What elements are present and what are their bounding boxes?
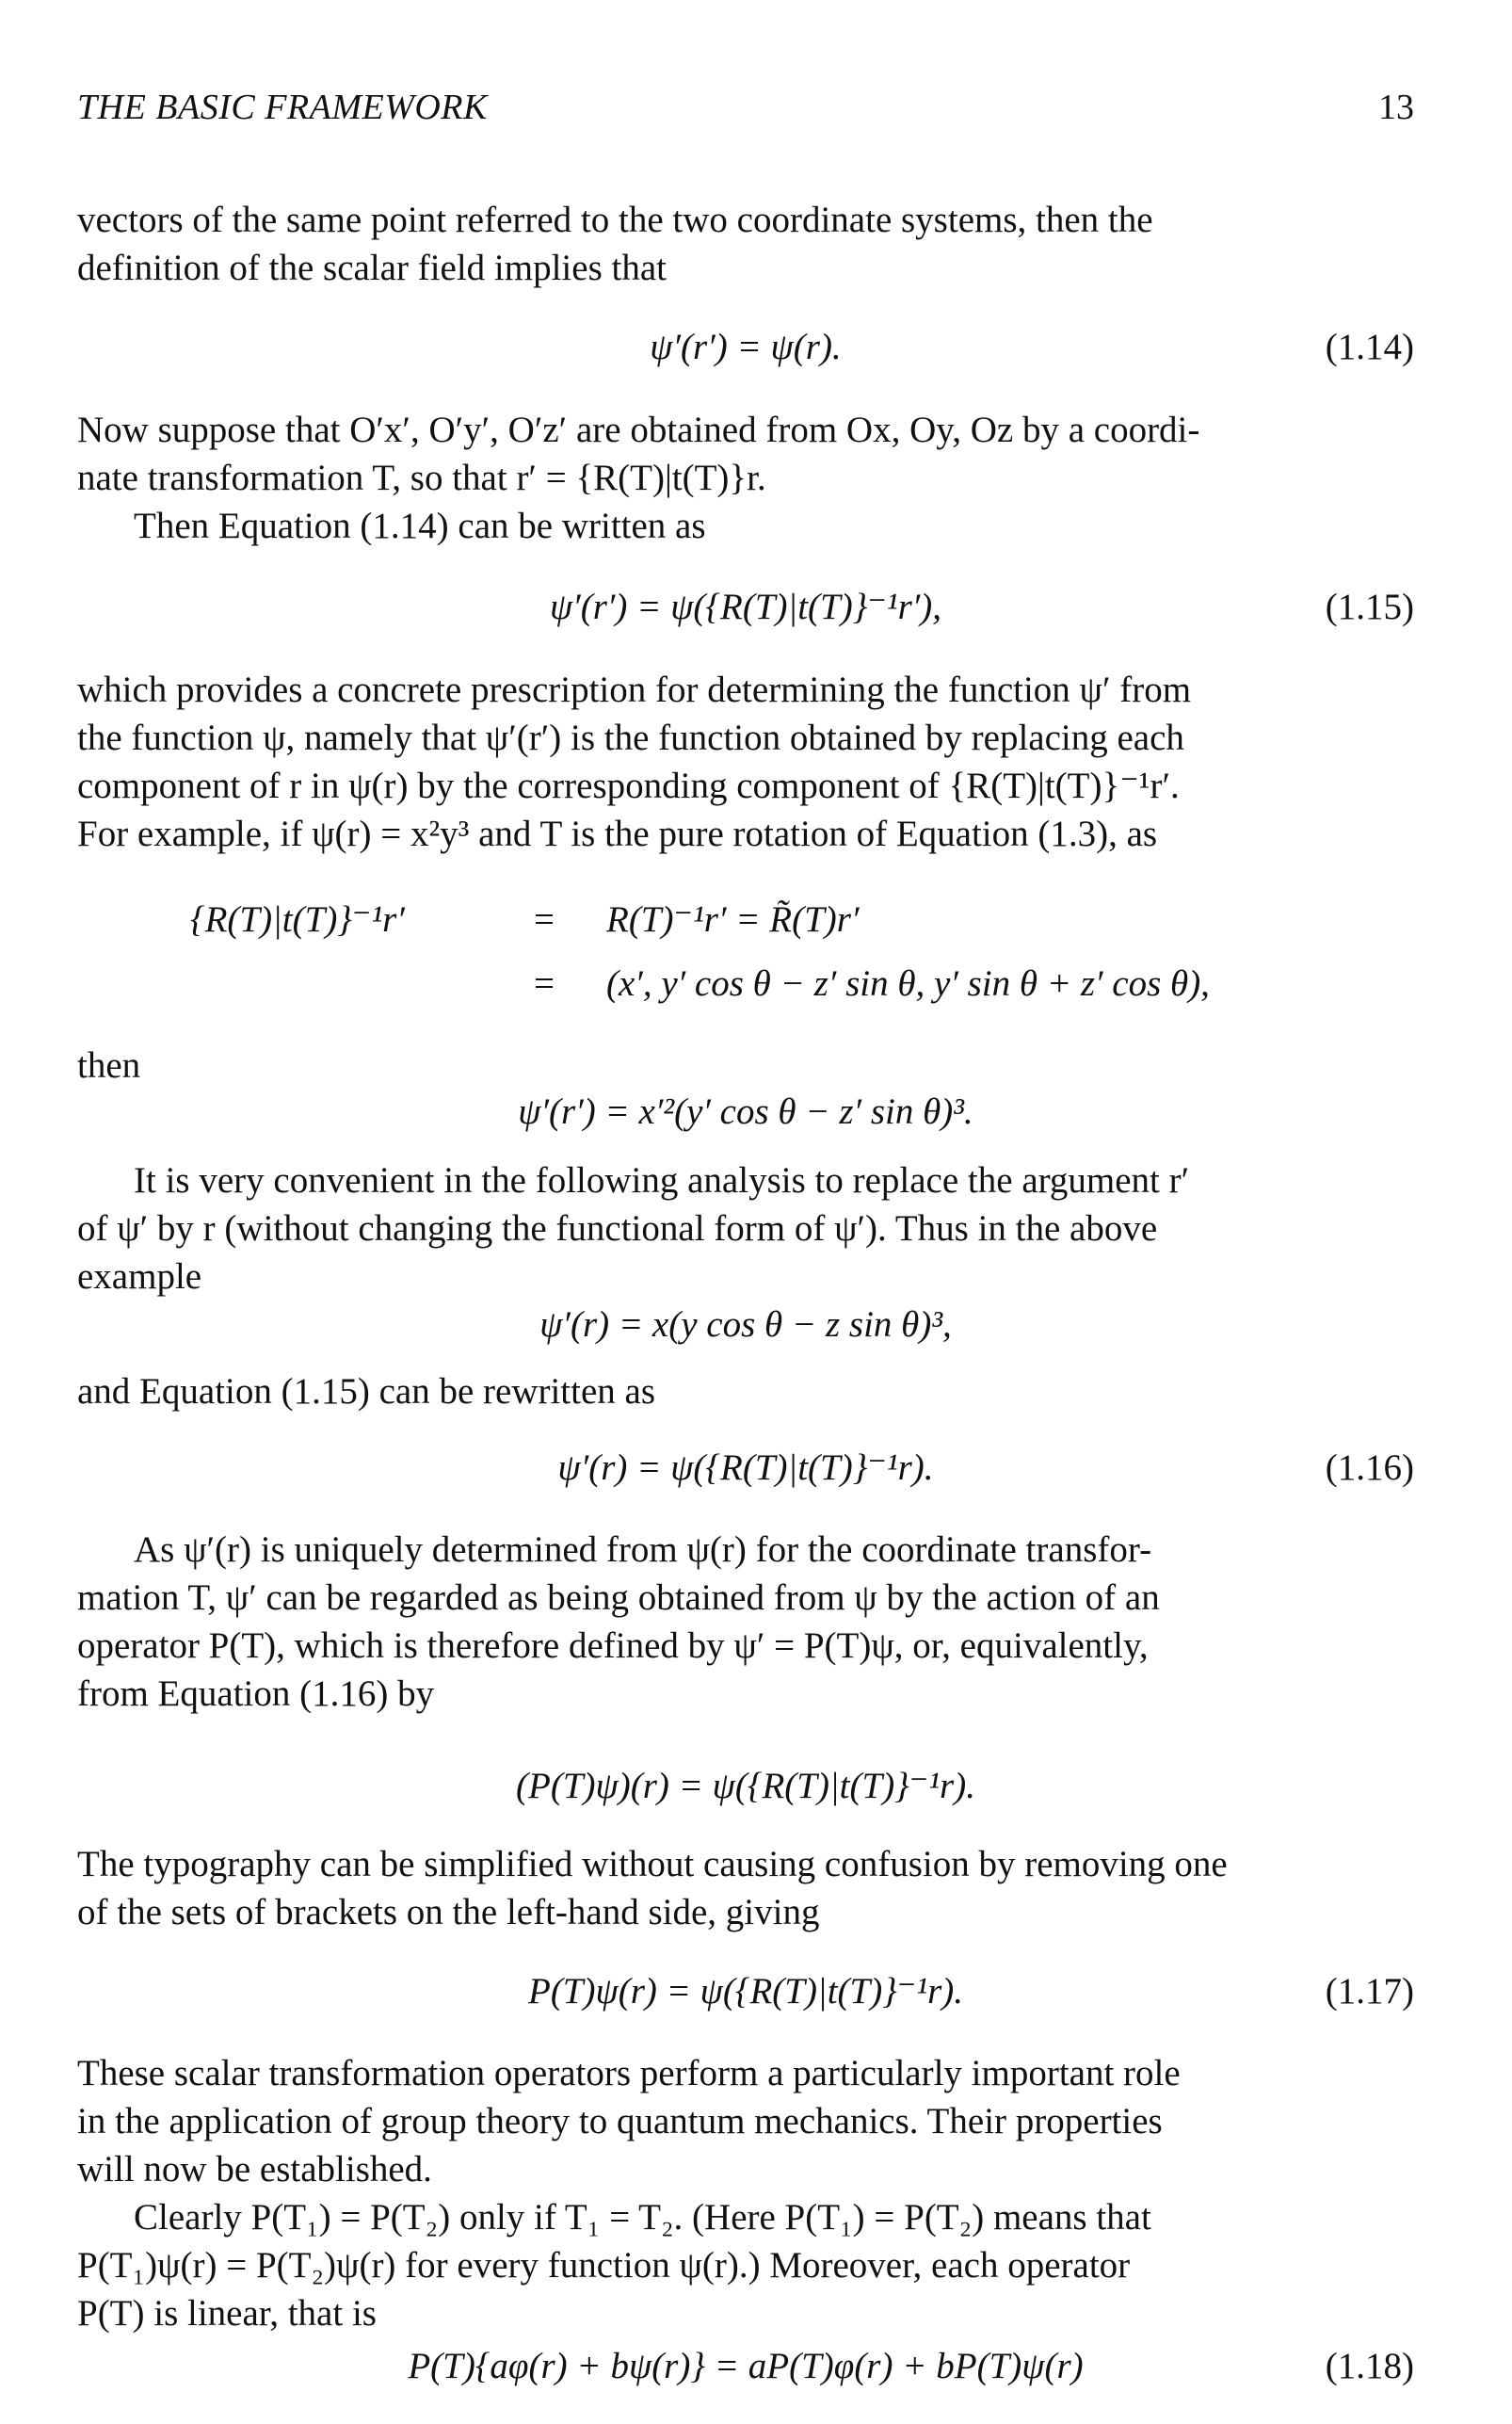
aligned-equals: =	[534, 963, 555, 1004]
equation-1-14	[77, 326, 1414, 375]
equation-example	[77, 1091, 1414, 1139]
text-line: definition of the scalar field implies that	[77, 248, 667, 288]
equation-number: (1.14)	[1325, 327, 1414, 367]
equation-example-r	[77, 1303, 1414, 1352]
equation-expression: P(T)ψ(r) = ψ({R(T)|t(T)}⁻¹r).	[528, 1971, 963, 2012]
aligned-rhs-2: (x′, y′ cos θ − z′ sin θ, y′ sin θ + z′ cos θ),	[606, 963, 1210, 1004]
text-line: Now suppose that O′x′, O′y′, O′z′ are obtained from Ox, Oy, Oz by a coordi-	[77, 410, 1200, 450]
equation-number: (1.16)	[1325, 1447, 1414, 1488]
text-line: mation T, ψ′ can be regarded as being obtained from ψ by the action of an	[77, 1577, 1160, 1618]
equation-number: (1.15)	[1325, 587, 1414, 627]
text-line: example	[77, 1256, 202, 1297]
text-line: P(T) is linear, that is	[77, 2293, 377, 2334]
equation-expression: ψ′(r) = ψ({R(T)|t(T)}⁻¹r).	[557, 1447, 934, 1488]
paragraph-4	[77, 666, 1414, 858]
equation-1-17	[77, 1970, 1414, 2019]
equation-expression: ψ′(r′) = x′²(y′ cos θ − z′ sin θ)³.	[518, 1091, 973, 1132]
equation-1-18	[77, 2345, 1414, 2394]
equation-1-16	[77, 1446, 1414, 1495]
paragraph-1	[77, 196, 1414, 292]
text-line: of the sets of brackets on the left-hand side, giving	[77, 1892, 820, 1932]
page-number: 13	[1378, 88, 1414, 127]
running-title: THE BASIC FRAMEWORK	[77, 88, 488, 127]
equation-expression: ψ′(r′) = ψ(r).	[650, 327, 842, 367]
equation-expression: (P(T)ψ)(r) = ψ({R(T)|t(T)}⁻¹r).	[516, 1766, 975, 1806]
text-line: then	[77, 1045, 141, 1086]
text-line: Clearly P(T₁) = P(T₂) only if T₁ = T₂. (Here P(T₁) = P(T₂) means that	[134, 2197, 1151, 2238]
equation-operator-def	[77, 1765, 1414, 1814]
text-line: P(T₁)ψ(r) = P(T₂)ψ(r) for every function ψ(r).) Moreover, each operator	[77, 2245, 1131, 2286]
equation-1-15	[77, 586, 1414, 635]
paragraph-5	[77, 1042, 1414, 1090]
text-line: vectors of the same point referred to the two coordinate systems, then the	[77, 200, 1153, 240]
equation-expression: ψ′(r′) = ψ({R(T)|t(T)}⁻¹r′),	[549, 587, 942, 627]
text-line: in the application of group theory to quantum mechanics. Their properties	[77, 2101, 1163, 2141]
text-line: It is very convenient in the following analysis to replace the argument r′	[134, 1160, 1190, 1201]
equation-number: (1.17)	[1325, 1971, 1414, 2012]
text-line: which provides a concrete prescription for determining the function ψ′ from	[77, 670, 1192, 710]
paragraph-8	[77, 1526, 1414, 1718]
text-line: For example, if ψ(r) = x²y³ and T is the pure rotation of Equation (1.3), as	[77, 814, 1158, 854]
text-line: The typography can be simplified without causing confusion by removing one	[77, 1844, 1228, 1884]
paragraph-2	[77, 406, 1414, 550]
text-line: nate transformation T, so that r′ = {R(T)|t(T)}r.	[77, 458, 766, 498]
text-line: Then Equation (1.14) can be written as	[134, 506, 706, 546]
paragraph-10	[77, 2049, 1414, 2337]
text-line: component of r in ψ(r) by the corresponding component of {R(T)|t(T)}⁻¹r′.	[77, 766, 1180, 806]
aligned-lhs: {R(T)|t(T)}⁻¹r′	[190, 899, 405, 940]
equation-number: (1.18)	[1325, 2346, 1414, 2386]
aligned-equals: =	[534, 899, 555, 940]
equation-expression: ψ′(r) = x(y cos θ − z sin θ)³,	[539, 1304, 952, 1345]
text-line: the function ψ, namely that ψ′(r′) is the function obtained by replacing each	[77, 718, 1184, 758]
text-line: As ψ′(r) is uniquely determined from ψ(r) for the coordinate transfor-	[134, 1529, 1152, 1570]
paragraph-7	[77, 1367, 1414, 1415]
equation-expression: P(T){aφ(r) + bψ(r)} = aP(T)φ(r) + bP(T)ψ(r)	[408, 2346, 1084, 2386]
aligned-rhs-1: R(T)⁻¹r′ = R̃(T)r′	[606, 899, 860, 940]
text-line: from Equation (1.16) by	[77, 1673, 435, 1714]
text-line: These scalar transformation operators perform a particularly important role	[77, 2053, 1181, 2093]
text-line: and Equation (1.15) can be rewritten as	[77, 1371, 656, 1412]
text-line: will now be established.	[77, 2149, 432, 2190]
paragraph-6	[77, 1156, 1414, 1301]
running-header	[77, 87, 1414, 128]
text-line: operator P(T), which is therefore defined by ψ′ = P(T)ψ, or, equivalently,	[77, 1625, 1149, 1666]
paragraph-9	[77, 1840, 1414, 1936]
text-line: of ψ′ by r (without changing the functional form of ψ′). Thus in the above	[77, 1208, 1158, 1249]
